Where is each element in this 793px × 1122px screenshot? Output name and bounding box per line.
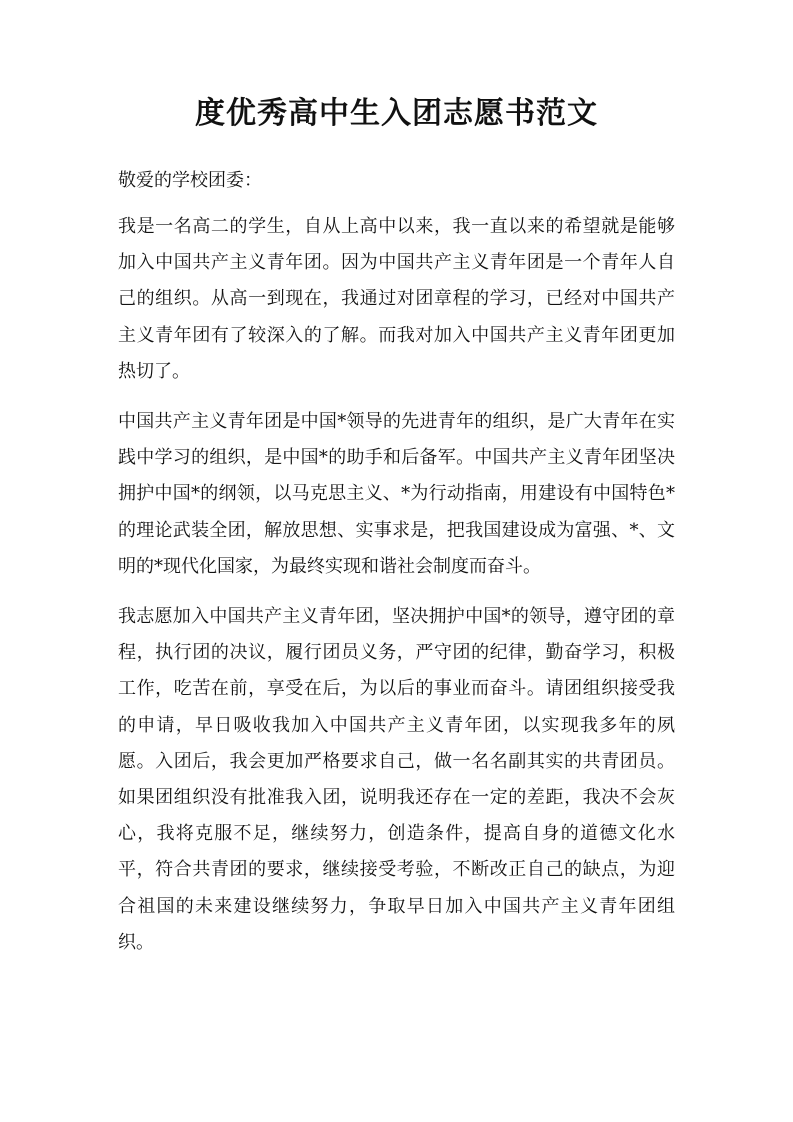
salutation: 敬爱的学校团委： xyxy=(118,170,262,191)
paragraph-1: 我是一名高二的学生，自从上高中以来，我一直以来的希望就是能够加入中国共产主义青年团。因为中国共产主义青年团是一个青年人自己的组织。从高一到现在，我通过对团章程的学习，已经对中国共产主义青年团有了较深入的了解。而我对加入中国共产主义青年团更加热切了。 xyxy=(118,216,675,382)
paragraph-3: 我志愿加入中国共产主义青年团，坚决拥护中国*的领导，遵守团的章程，执行团的决议，履行团员义务，严守团的纪律，勤奋学习，积极工作，吃苦在前，享受在后，为以后的事业而奋斗。请团组织接受我的申请，早日吸收我加入中国共产主义青年团，以实现我多年的夙愿。入团后，我会更加严格要求自己，做一名名副其实的共青团员。如果团组织没有批准我入团，说明我还存在一定的差距，我决不会灰心，我将克服不足，继续努力，创造条件，提高自身的道德文化水平，符合共青团的要求，继续接受考验，不断改正自己的缺点，为迎合祖国的未来建设继续努力，争取早日加入中国共产主义青年团组织。 xyxy=(118,606,675,953)
document-title: 度优秀高中生入团志愿书范文 xyxy=(195,96,598,131)
paragraph-2: 中国共产主义青年团是中国*领导的先进青年的组织，是广大青年在实践中学习的组织，是中国*的助手和后备军。中国共产主义青年团坚决拥护中国*的纲领，以马克思主义、*为行动指南，用建设有中国特色*的理论武装全团，解放思想、实事求是，把我国建设成为富强、*、文明的*现代化国家，为最终实现和谐社会制度而奋斗。 xyxy=(118,411,675,577)
